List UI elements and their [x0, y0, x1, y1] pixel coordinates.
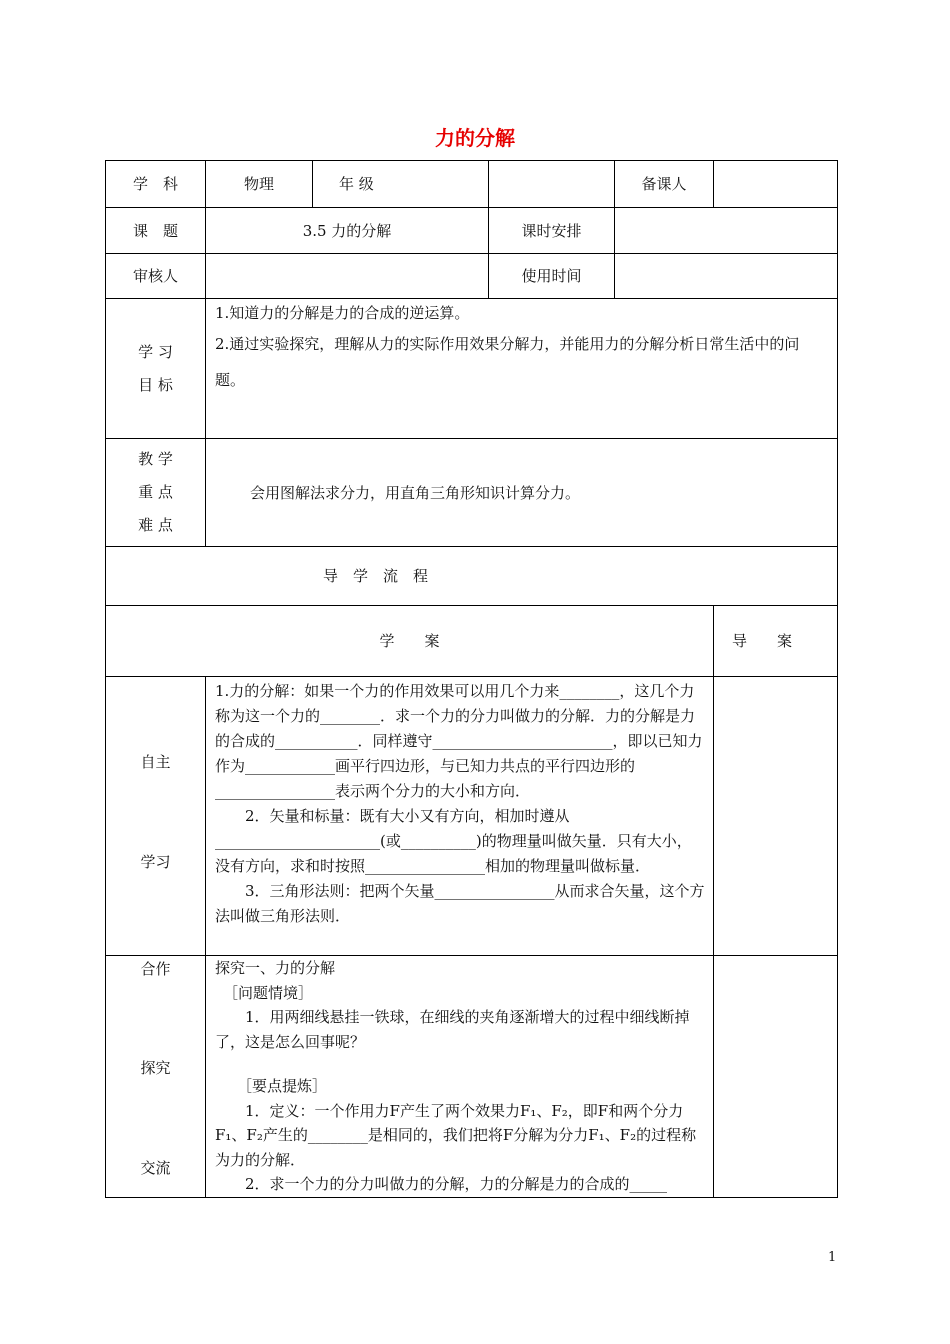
grade-value	[488, 160, 615, 208]
point-definition: 1．定义：一个作用力F产生了两个效果力F₁、F₂，即F和两个分力F₁、F₂产生的________是相同的，我们把将F分解为分力F₁、F₂的过程称为力的分解．	[215, 1101, 697, 1169]
problem-label: ［问题情境］	[223, 983, 314, 1002]
self-study-label: 自主 学习	[105, 676, 206, 956]
keypoints-content: 会用图解法求分力，用直角三角形知识计算分力。	[205, 438, 838, 547]
self-study-content	[205, 676, 714, 956]
usetime-label: 使用时间	[488, 253, 615, 299]
reviewer-label: 审核人	[105, 253, 206, 299]
usetime-value	[614, 253, 838, 299]
schedule-value	[614, 207, 838, 254]
keypoints-label: 教 学 重 点 难 点	[105, 438, 206, 547]
cooperative-content	[205, 955, 714, 1198]
self-study-paragraph: 3．三角形法则：把两个矢量________________从而求合矢量，这个方法叫做三角形法则．	[215, 882, 705, 925]
objectives-content	[205, 298, 838, 439]
self-study-paragraph: 2．矢量和标量：既有大小又有方向，相加时遵从______________________(或__________)的物理量叫做矢量．只有大小，没有方向，求和时按照________________相加的物理量叫做标量．	[215, 807, 692, 875]
reviewer-value	[205, 253, 489, 299]
grade-label: 年 级	[312, 160, 489, 208]
page-title: 力的分解	[435, 126, 515, 150]
topic-value: 3.5 力的分解	[205, 207, 489, 254]
lesson-plan-table	[105, 160, 838, 1198]
objective-item: 1.知道力的分解是力的合成的逆运算。	[215, 304, 470, 322]
schedule-label: 课时安排	[488, 207, 615, 254]
objective-item: 2.通过实验探究，理解从力的实际作用效果分解力，并能用力的分解分析日常生活中的问题。	[215, 335, 800, 389]
subject-label: 学 科	[105, 160, 206, 208]
point-decomposition: 2．求一个力的分力叫做力的分解，力的分解是力的合成的_____	[245, 1175, 668, 1193]
keypoints-subheading: ［要点提炼］	[237, 1077, 328, 1095]
study-plan-header: 学 案	[105, 605, 714, 677]
cooperative-guide	[713, 955, 838, 1198]
problem-text: 1．用两细线悬挂一铁球，在细线的夹角逐渐增大的过程中细线断掉了，这是怎么回事呢？	[215, 1008, 690, 1051]
self-study-paragraph: 1.力的分解：如果一个力的作用效果可以用几个力来________，这几个力称为这一个力的________．求一个力的分力叫做力的分解．力的分解是力的合成的___________．同样遵守________________________，即以已知力作为____________画平行四边形，与已知力共点的平行四边形的________________表示两个分力的大小和方向．	[215, 682, 703, 800]
subject-value: 物理	[205, 160, 313, 208]
guide-plan-header: 导 案	[713, 605, 838, 677]
objectives-label: 学 习 目 标	[105, 298, 206, 439]
flow-title: 导 学 流 程	[105, 546, 838, 606]
page-number: 1	[828, 1250, 837, 1265]
preparer-value	[713, 160, 838, 208]
cooperative-heading: 探究一、力的分解	[215, 959, 336, 977]
self-study-guide	[713, 676, 838, 956]
topic-label: 课 题	[105, 207, 206, 254]
cooperative-label: 合作 探究 交流	[105, 955, 206, 1198]
preparer-label: 备课人	[614, 160, 714, 208]
